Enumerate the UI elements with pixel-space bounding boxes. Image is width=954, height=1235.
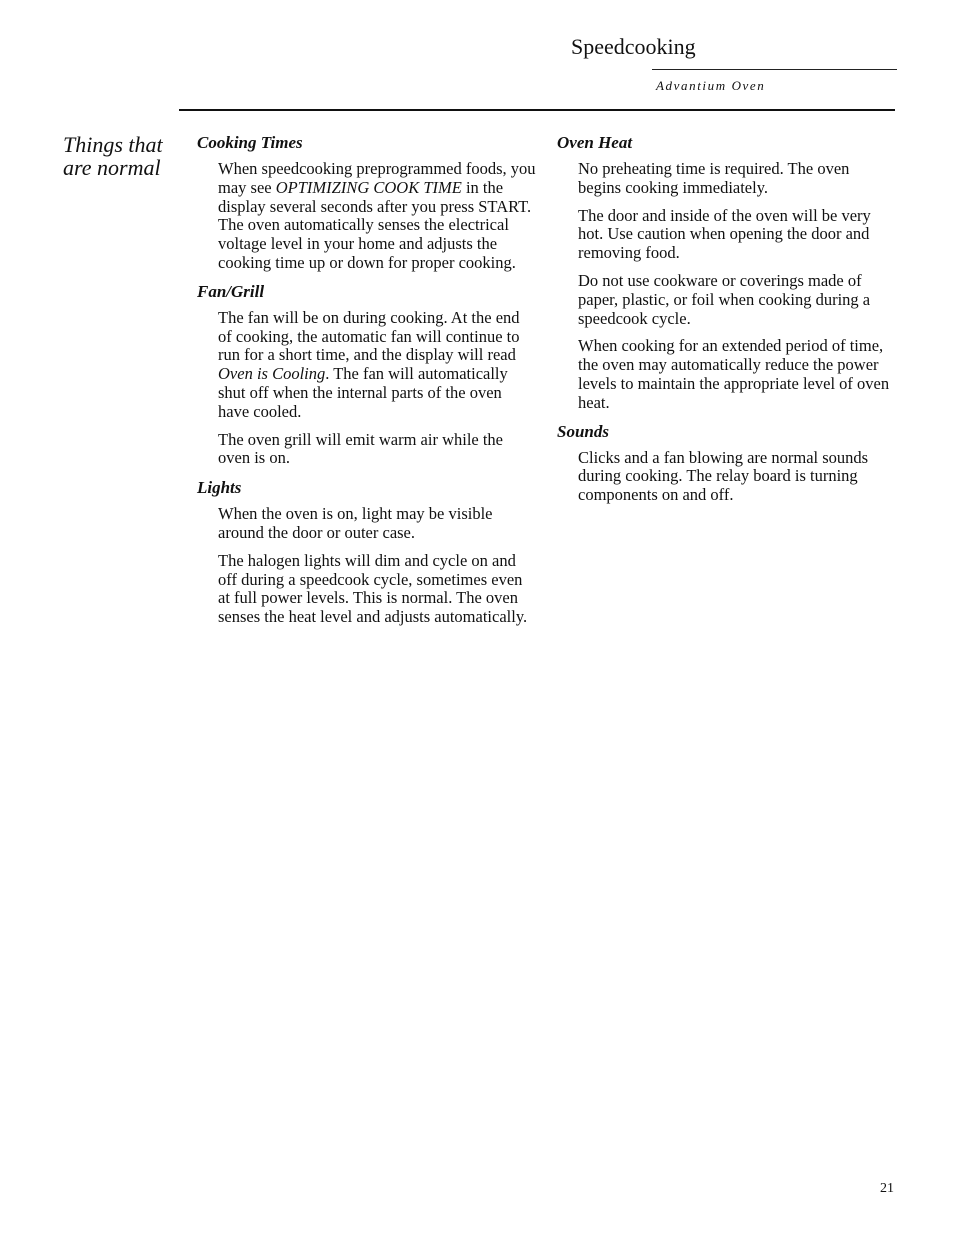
lights-paragraph-2: The halogen lights will dim and cycle on and off during a speedcook cycle, sometimes even at full power levels. This is normal. The oven senses the heat level and adjusts automatically. bbox=[218, 550, 528, 627]
side-heading-line-2: are normal bbox=[63, 155, 161, 180]
section-fan-grill bbox=[197, 282, 537, 468]
section-title-lights: Lights bbox=[197, 478, 242, 498]
oven-heat-paragraph-2: The door and inside of the oven will be very hot. Use caution when opening the door and removing food. bbox=[578, 205, 871, 263]
section-title-oven-heat: Oven Heat bbox=[557, 133, 633, 152]
page-header-subtitle: Advantium Oven bbox=[656, 78, 766, 93]
section-sounds bbox=[557, 422, 892, 505]
left-column bbox=[197, 133, 537, 636]
section-cooking-times bbox=[197, 133, 537, 273]
text-run: in the display several seconds after you press START. The oven automatically senses the electrical voltage level in your home and adjusts the cooking time up or down for proper cooking. bbox=[218, 177, 532, 272]
display-message-text: Oven is Cooling bbox=[218, 364, 326, 384]
text-run: . The fan will automatically shut off when the internal parts of the oven have cooled. bbox=[218, 364, 508, 421]
lights-paragraph-1: When the oven is on, light may be visible around the door or outer case. bbox=[218, 504, 493, 542]
page-header-title: Speedcooking bbox=[571, 34, 696, 59]
section-title-fan-grill: Fan/Grill bbox=[197, 281, 265, 301]
side-heading-line-1: Things that bbox=[63, 132, 163, 157]
fan-grill-paragraph-1 bbox=[218, 309, 537, 422]
oven-heat-paragraph-3: Do not use cookware or coverings made of paper, plastic, or foil when cooking during a speedcook cycle. bbox=[578, 270, 871, 328]
header-divider-long bbox=[179, 109, 895, 111]
text-run: When speedcooking preprogrammed foods, you may see bbox=[218, 159, 536, 197]
side-heading bbox=[63, 133, 188, 179]
section-title-sounds: Sounds bbox=[557, 421, 609, 441]
oven-heat-paragraph-4: When cooking for an extended period of time, the oven may automatically reduce the power levels to maintain the appropriate level of oven heat. bbox=[578, 336, 890, 412]
section-lights bbox=[197, 478, 537, 627]
sounds-paragraph-1: Clicks and a fan blowing are normal sounds during cooking. The relay board is turning components on and off. bbox=[578, 447, 869, 505]
page-number: 21 bbox=[880, 1181, 894, 1196]
right-column bbox=[557, 133, 892, 514]
fan-grill-paragraph-2: The oven grill will emit warm air while the oven is on. bbox=[218, 429, 504, 468]
oven-heat-paragraph-1: No preheating time is required. The oven begins cooking immediately. bbox=[578, 159, 850, 197]
section-title-cooking-times: Cooking Times bbox=[197, 133, 303, 152]
text-run: The fan will be on during cooking. At the end of cooking, the automatic fan will continue to run for a short time, and the display will read bbox=[218, 307, 520, 365]
cooking-times-paragraph-1 bbox=[218, 160, 537, 273]
section-oven-heat bbox=[557, 133, 892, 413]
display-message-text: OPTIMIZING COOK TIME bbox=[275, 177, 462, 197]
header-divider-short bbox=[652, 69, 897, 70]
